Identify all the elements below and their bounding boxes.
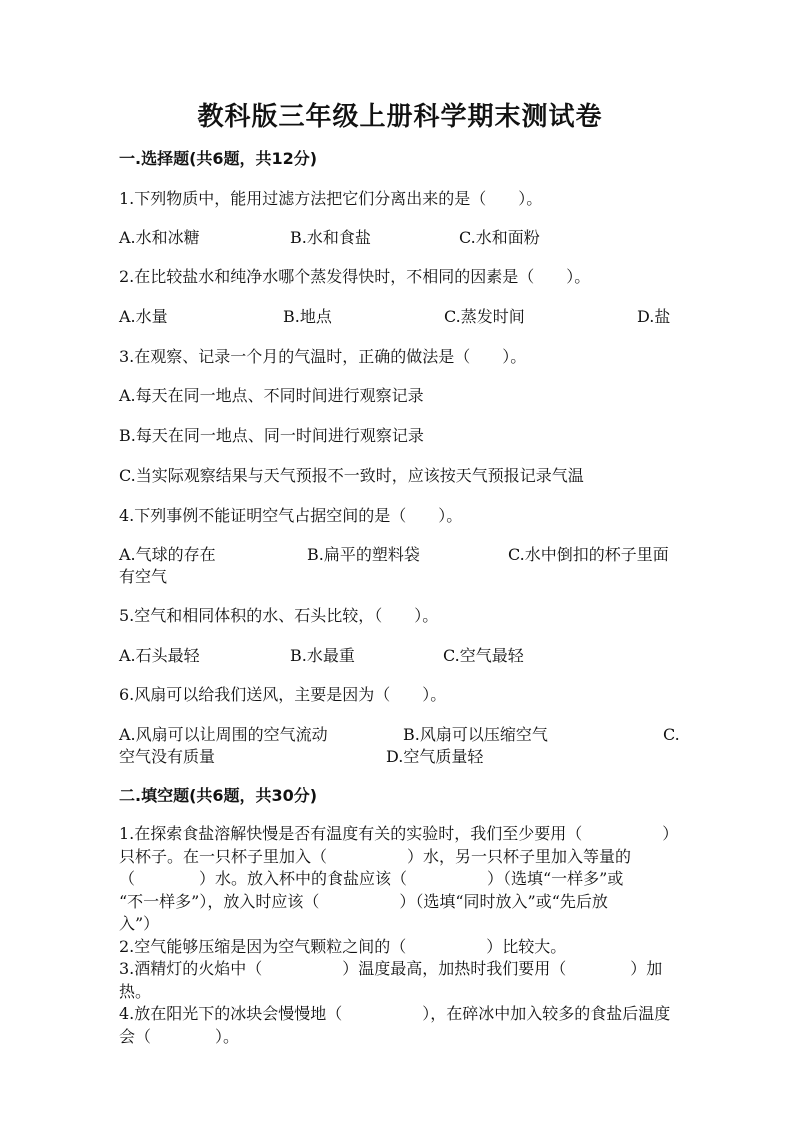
page-title: 教科版三年级上册科学期末测试卷 — [197, 102, 603, 132]
section-1-heading: 一.选择题(共6题，共12分) — [119, 149, 318, 168]
question-3-stem: 3.在观察、记录一个月的气温时，正确的做法是（ ）。 — [119, 347, 527, 366]
fill-line: 1.在探索食盐溶解快慢是否有温度有关的实验时，我们至少要用（ ） — [119, 824, 679, 843]
question-3-option-a: A.每天在同一地点、不同时间进行观察记录 — [119, 386, 424, 405]
question-5-option-a: A.石头最轻 — [119, 646, 200, 665]
question-5-option-b: B.水最重 — [290, 646, 355, 665]
question-6-stem: 6.风扇可以给我们送风，主要是因为（ ）。 — [119, 685, 447, 704]
question-6-option-d: D.空气质量轻 — [386, 747, 484, 766]
question-2-stem: 2.在比较盐水和纯净水哪个蒸发得快时，不相同的因素是（ ）。 — [119, 267, 591, 286]
question-5-option-c: C.空气最轻 — [443, 646, 524, 665]
question-1-stem: 1.下列物质中，能用过滤方法把它们分离出来的是（ ）。 — [119, 189, 543, 208]
question-6-option-c-continued: 空气没有质量 — [119, 747, 216, 766]
fill-line: “不一样多”），放入时应该（ ）（选填“同时放入”或“先后放 — [119, 891, 608, 911]
fill-line: （ ）水。放入杯中的食盐应该（ ）（选填“一样多”或 — [119, 869, 624, 888]
fill-line: 4.放在阳光下的冰块会慢慢地（ ），在碎冰中加入较多的食盐后温度 — [119, 1004, 671, 1023]
question-3-option-b: B.每天在同一地点、同一时间进行观察记录 — [119, 426, 424, 445]
question-6-option-b: B.风扇可以压缩空气 — [403, 725, 548, 744]
question-1-option-b: B.水和食盐 — [290, 228, 371, 247]
question-4-option-c-continued: 有空气 — [119, 567, 168, 586]
fill-in-questions — [119, 823, 689, 1048]
section-2-heading: 二.填空题(共6题，共30分) — [119, 786, 318, 805]
question-2-option-a: A.水量 — [119, 307, 168, 326]
question-1-option-c: C.水和面粉 — [459, 228, 540, 247]
question-2-option-d: D.盐 — [637, 307, 671, 326]
question-4-stem: 4.下列事例不能证明空气占据空间的是（ ）。 — [119, 506, 463, 525]
question-3-option-c: C.当实际观察结果与天气预报不一致时，应该按天气预报记录气温 — [119, 466, 584, 485]
question-5-stem: 5.空气和相同体积的水、石头比较，（ ）。 — [119, 606, 439, 625]
question-6-option-c: C. — [663, 725, 680, 744]
fill-line: 3.酒精灯的火焰中（ ）温度最高，加热时我们要用（ ）加 — [119, 959, 663, 978]
fill-line: 热。 — [119, 981, 152, 1001]
question-1-option-a: A.水和冰糖 — [119, 228, 200, 247]
question-6-option-a: A.风扇可以让周围的空气流动 — [119, 725, 328, 744]
question-2-option-b: B.地点 — [283, 307, 332, 326]
question-4-option-c: C.水中倒扣的杯子里面 — [508, 545, 669, 564]
fill-line: 只杯子。在一只杯子里加入（ ）水，另一只杯子里加入等量的 — [119, 846, 632, 866]
question-4-option-a: A.气球的存在 — [119, 545, 216, 564]
question-4-option-b: B.扁平的塑料袋 — [307, 545, 420, 564]
fill-line: 会（ ）。 — [119, 1026, 240, 1046]
fill-line: 2.空气能够压缩是因为空气颗粒之间的（ ）比较大。 — [119, 936, 567, 956]
question-2-option-c: C.蒸发时间 — [444, 307, 525, 326]
fill-line: 入”） — [119, 914, 160, 933]
